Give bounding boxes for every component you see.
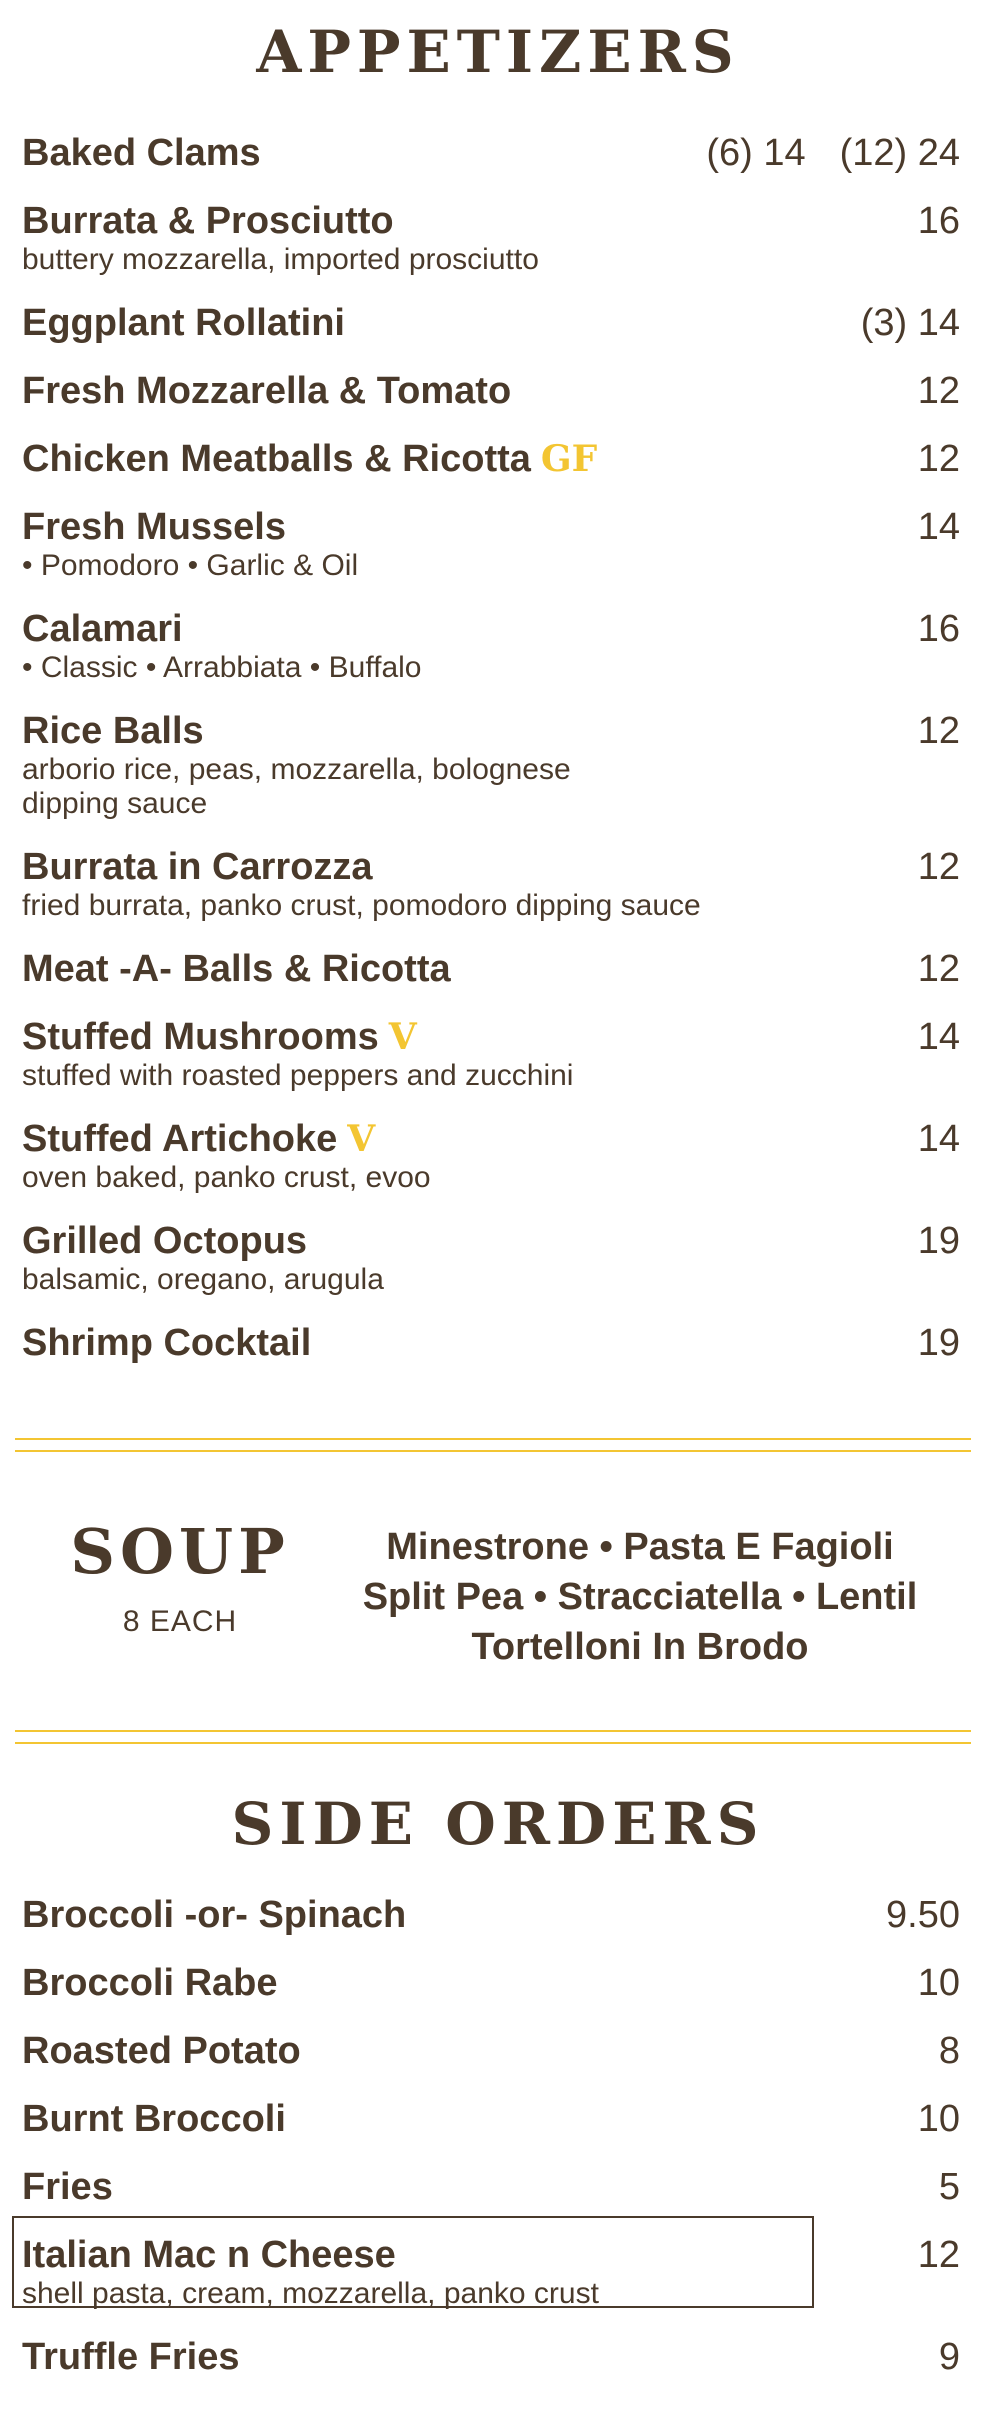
menu-item [22, 607, 960, 685]
menu-item [22, 301, 960, 345]
appetizers-title: APPETIZERS [256, 18, 740, 86]
item-name [22, 1015, 960, 1059]
menu-item [22, 1893, 960, 1937]
item-price: 12 [917, 2234, 960, 2276]
soup-line: Split Pea • Stracciatella • Lentil [362, 1576, 918, 1618]
menu-item [22, 131, 960, 175]
divider-line [15, 1450, 971, 1452]
item-name: Grilled Octopus [22, 1220, 308, 1262]
item-name: Roasted Potato [22, 2030, 301, 2072]
divider-line [15, 1730, 971, 1732]
item-price: 9 [938, 2336, 960, 2378]
item-price: 14 [917, 506, 960, 548]
soup-list [330, 1522, 950, 1672]
menu-item [22, 1321, 960, 1365]
item-name: Rice Balls [22, 710, 204, 752]
menu-item [22, 2165, 960, 2209]
item-description: shell pasta, cream, mozzarella, panko crust [22, 2277, 599, 2310]
menu-item [22, 505, 960, 583]
menu-item [22, 2097, 960, 2141]
item-name [22, 437, 960, 481]
item-price: (3) 14 [860, 302, 960, 344]
item-price: 12 [917, 370, 960, 412]
menu-item [22, 437, 960, 481]
vegetarian-tag: V [388, 1016, 417, 1058]
item-price: 9.50 [886, 1894, 960, 1936]
item-price: 12 [917, 438, 960, 480]
item-price: 12 [917, 948, 960, 990]
item-name: Broccoli Rabe [22, 1962, 278, 2004]
menu-item [22, 1219, 960, 1297]
item-price: 5 [938, 2166, 960, 2208]
item-price: 16 [917, 200, 960, 242]
item-name: Shrimp Cocktail [22, 1322, 312, 1364]
item-price: 16 [917, 608, 960, 650]
menu-item [22, 2029, 960, 2073]
divider-line [15, 1742, 971, 1744]
item-description: stuffed with roasted peppers and zucchini [22, 1059, 574, 1092]
menu-item [22, 2335, 960, 2379]
item-price: 14 [917, 1118, 960, 1160]
item-description: • Pomodoro • Garlic & Oil [22, 549, 359, 582]
side-orders-title: SIDE ORDERS [231, 1790, 765, 1858]
item-description: balsamic, oregano, arugula [22, 1263, 384, 1296]
item-name-text: Stuffed Mushrooms [22, 1016, 379, 1058]
item-name-text: Chicken Meatballs & Ricotta [22, 438, 531, 480]
item-price: 12 [917, 846, 960, 888]
vegetarian-tag: V [347, 1118, 376, 1160]
soup-title: SOUP [70, 1515, 290, 1588]
item-description: oven baked, panko crust, evoo [22, 1161, 431, 1194]
item-description-continued: dipping sauce [22, 787, 208, 820]
item-name: Meat -A- Balls & Ricotta [22, 948, 451, 990]
item-price [672, 131, 960, 175]
item-name: Fresh Mussels [22, 506, 286, 548]
menu-item [22, 369, 960, 413]
gluten-free-tag: GF [540, 438, 598, 480]
item-price: 10 [917, 1962, 960, 2004]
item-description: • Classic • Arrabbiata • Buffalo [22, 651, 422, 684]
item-name: Burnt Broccoli [22, 2098, 286, 2140]
item-price: 14 [917, 1016, 960, 1058]
menu-item [22, 199, 960, 277]
menu-item-highlighted [22, 2233, 960, 2311]
item-price: 19 [917, 1322, 960, 1364]
item-price: 12 [917, 710, 960, 752]
menu-item [22, 947, 960, 991]
menu-item [22, 845, 960, 923]
menu-item [22, 1015, 960, 1093]
item-name: Calamari [22, 608, 183, 650]
item-name: Truffle Fries [22, 2336, 240, 2378]
soup-line: Tortelloni In Brodo [471, 1626, 809, 1668]
menu-item [22, 1961, 960, 2005]
item-description: arborio rice, peas, mozzarella, bolognese [22, 753, 571, 786]
item-description: buttery mozzarella, imported prosciutto [22, 243, 539, 276]
price-six: (6) 14 [706, 132, 806, 174]
item-price: 19 [917, 1220, 960, 1262]
item-description: fried burrata, panko crust, pomodoro dipping sauce [22, 889, 701, 922]
divider-line [15, 1438, 971, 1440]
menu-item [22, 709, 960, 821]
price-twelve: (12) 24 [839, 132, 960, 174]
soup-line: Minestrone • Pasta E Fagioli [386, 1526, 894, 1568]
soup-price-note: 8 EACH [122, 1605, 238, 1638]
item-name [22, 1117, 960, 1161]
item-name: Fresh Mozzarella & Tomato [22, 370, 512, 412]
item-price: 8 [938, 2030, 960, 2072]
item-name: Broccoli -or- Spinach [22, 1894, 407, 1936]
item-name-text: Stuffed Artichoke [22, 1118, 338, 1160]
item-name: Burrata & Prosciutto [22, 200, 394, 242]
item-name: Burrata in Carrozza [22, 846, 373, 888]
menu-item [22, 1117, 960, 1195]
item-price: 10 [917, 2098, 960, 2140]
item-name: Italian Mac n Cheese [22, 2234, 396, 2276]
item-name: Eggplant Rollatini [22, 302, 345, 344]
item-name: Baked Clams [22, 132, 261, 174]
item-name: Fries [22, 2166, 113, 2208]
